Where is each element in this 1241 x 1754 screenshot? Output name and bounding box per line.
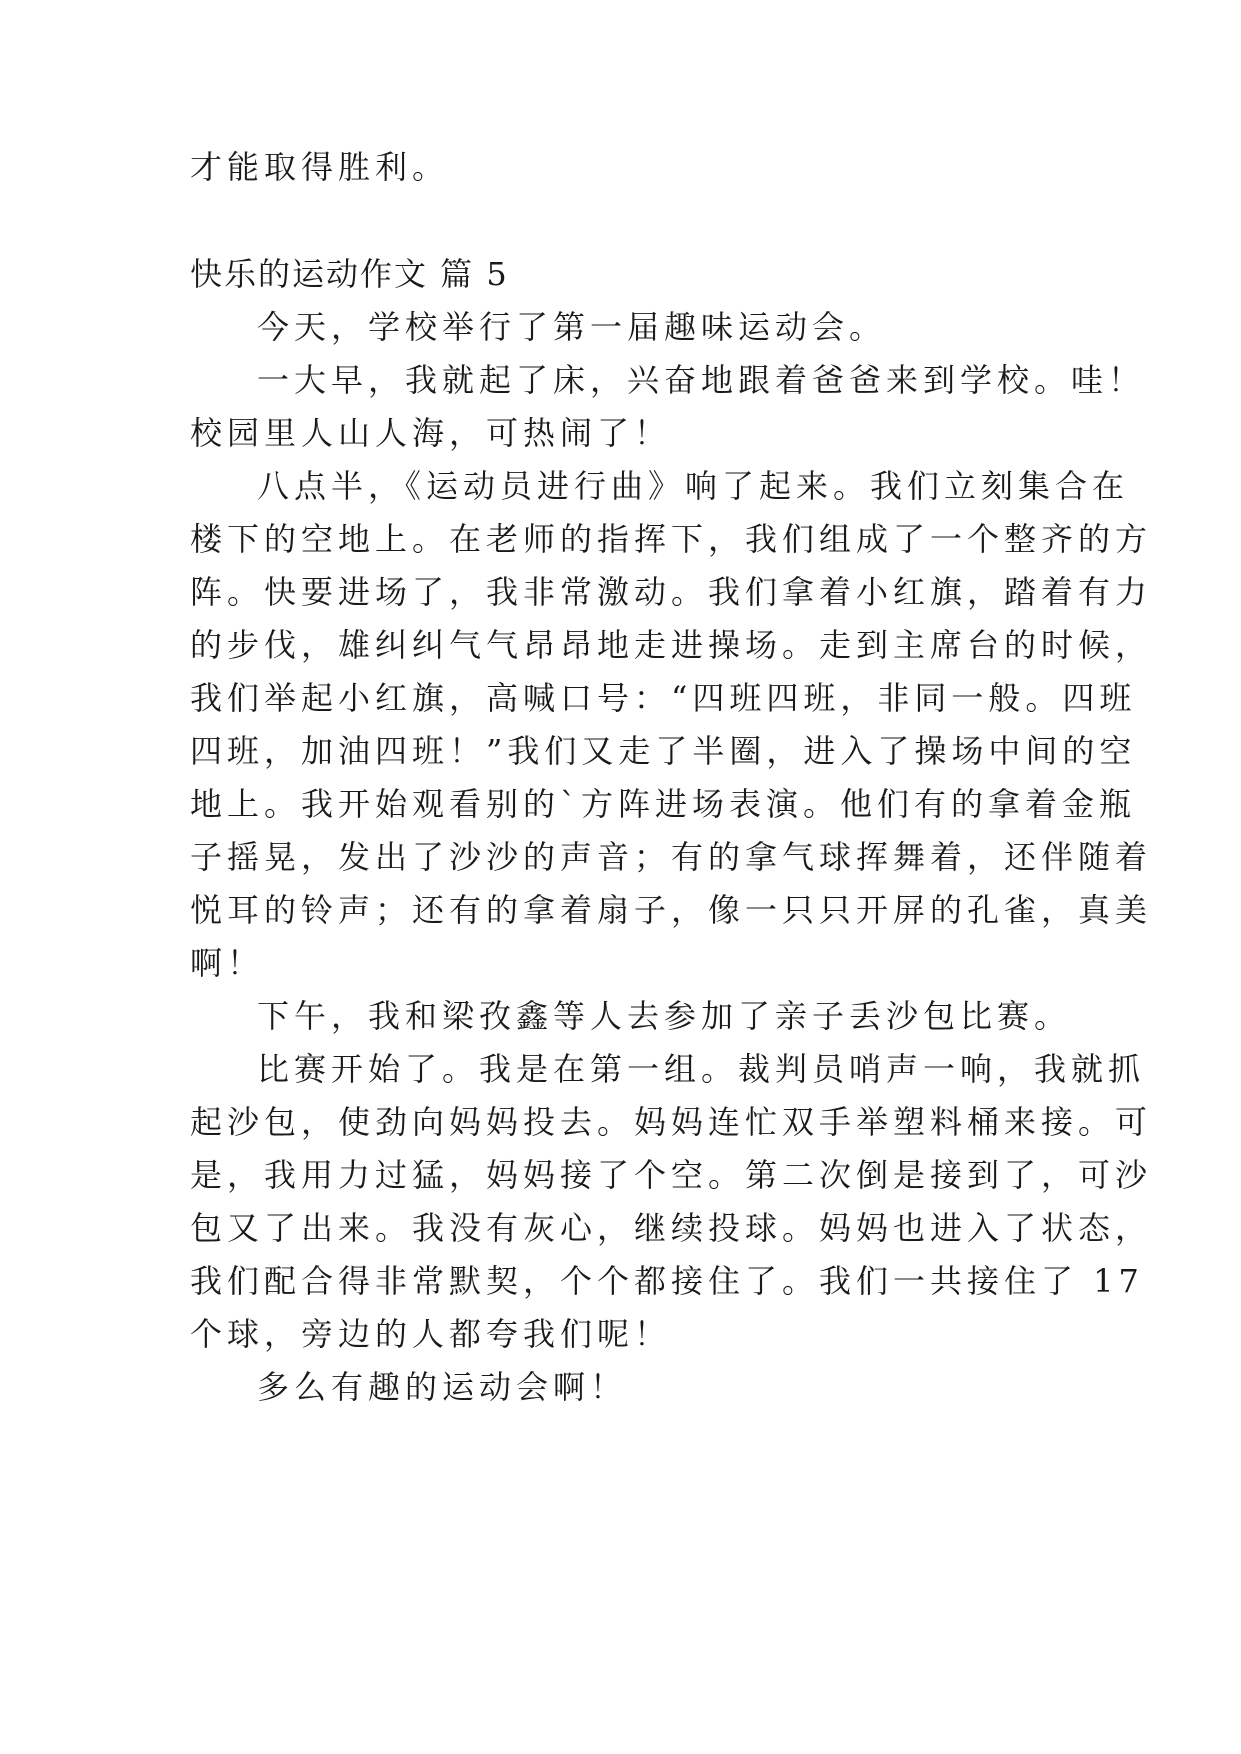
paragraph-3-line-8: 子摇晃，发出了沙沙的声音；有的拿气球挥舞着，还伴随着 <box>190 838 1153 876</box>
paragraph-3-line-3: 阵。快要进场了，我非常激动。我们拿着小红旗，踏着有力 <box>190 573 1153 611</box>
paragraph-5-line-2: 起沙包，使劲向妈妈投去。妈妈连忙双手举塑料桶来接。可 <box>190 1103 1153 1141</box>
paragraph-5-line-5: 我们配合得非常默契，个个都接住了。我们一共接住了 17 <box>190 1262 1144 1300</box>
paragraph-2-line-2: 校园里人山人海，可热闹了！ <box>190 414 672 452</box>
paragraph-3-line-4: 的步伐，雄纠纠气气昂昂地走进操场。走到主席台的时候， <box>190 626 1153 664</box>
paragraph-6-line-1: 多么有趣的运动会啊！ <box>257 1368 628 1406</box>
paragraph-2-line-1: 一大早，我就起了床，兴奋地跟着爸爸来到学校。哇！ <box>257 361 1146 399</box>
paragraph-5-line-4: 包又了出来。我没有灰心，继续投球。妈妈也进入了状态， <box>190 1209 1153 1247</box>
paragraph-4-line-1: 下午，我和梁孜鑫等人去参加了亲子丢沙包比赛。 <box>257 997 1072 1035</box>
paragraph-3-line-10: 啊！ <box>190 944 265 982</box>
paragraph-3-line-2: 楼下的空地上。在老师的指挥下，我们组成了一个整齐的方 <box>190 520 1153 558</box>
article-title: 快乐的运动作文 篇 5 <box>190 255 509 293</box>
paragraph-5-line-6: 个球，旁边的人都夸我们呢！ <box>190 1315 672 1353</box>
previous-article-ending: 才能取得胜利。 <box>190 148 450 186</box>
paragraph-3-line-5: 我们举起小红旗，高喊口号：“四班四班，非同一般。四班 <box>190 679 1137 717</box>
paragraph-3-line-6: 四班，加油四班！”我们又走了半圈，进入了操场中间的空 <box>190 732 1137 770</box>
paragraph-1-line-1: 今天，学校举行了第一届趣味运动会。 <box>257 308 887 346</box>
paragraph-3-line-9: 悦耳的铃声；还有的拿着扇子，像一只只开屏的孔雀，真美 <box>190 891 1153 929</box>
paragraph-5-line-1: 比赛开始了。我是在第一组。裁判员哨声一响，我就抓 <box>257 1050 1146 1088</box>
paragraph-3-line-7: 地上。我开始观看别的`方阵进场表演。他们有的拿着金瓶 <box>190 785 1137 823</box>
paragraph-5-line-3: 是，我用力过猛，妈妈接了个空。第二次倒是接到了，可沙 <box>190 1156 1153 1194</box>
paragraph-3-line-1: 八点半，《运动员进行曲》响了起来。我们立刻集合在 <box>257 467 1130 505</box>
